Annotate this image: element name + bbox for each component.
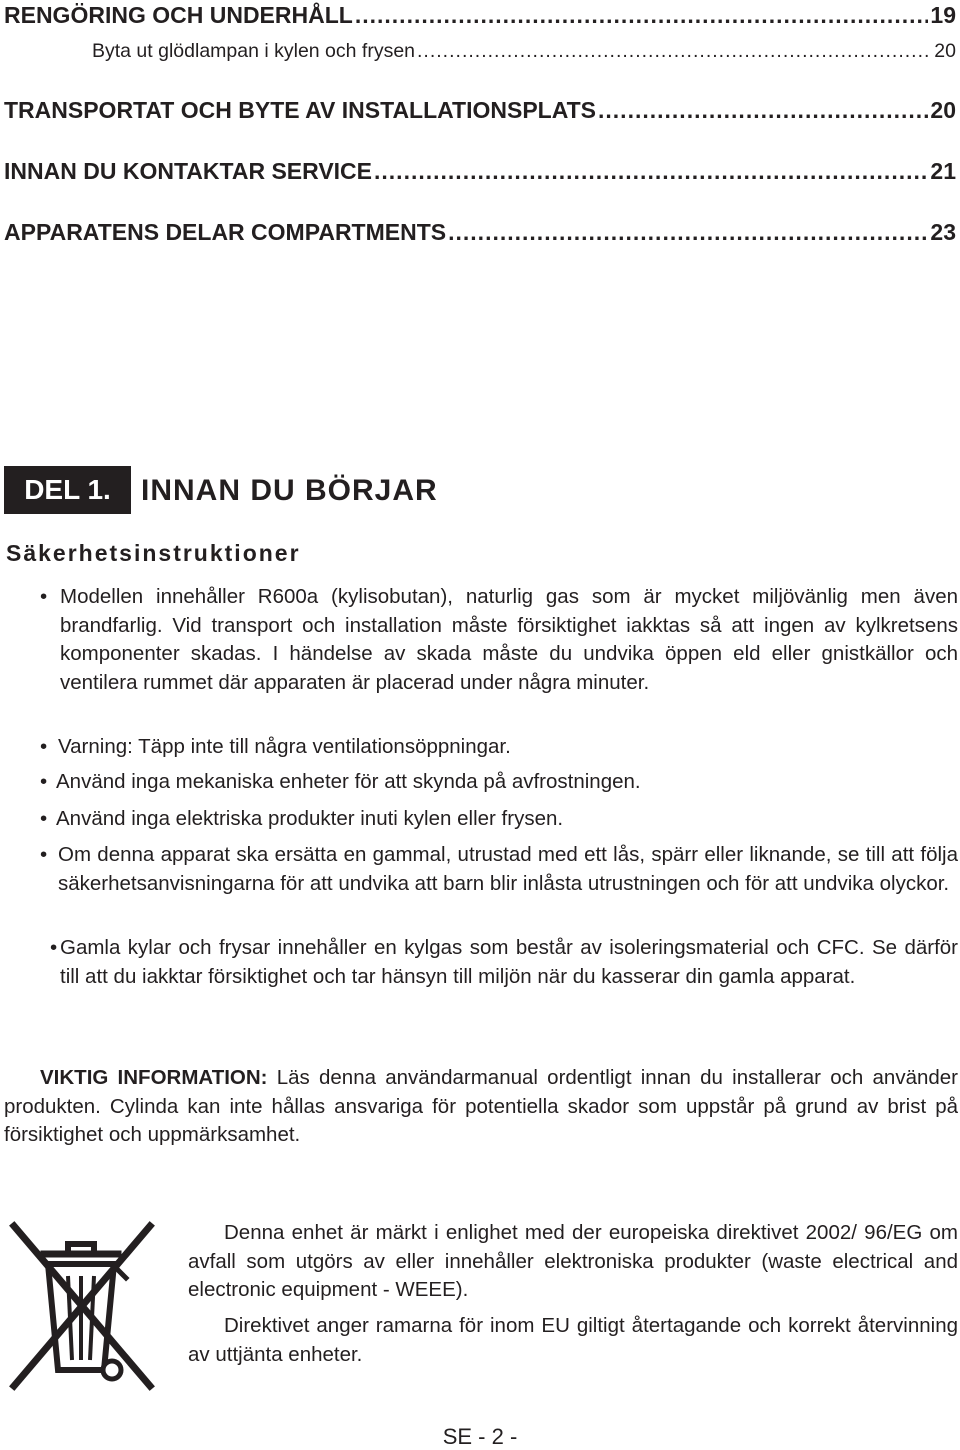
bullet-icon: •: [40, 843, 48, 866]
toc-leader-dots: [355, 2, 929, 29]
bullet-text: Varning: Täpp inte till några ventilationsöppningar.: [58, 735, 511, 758]
subheading-safety: Säkerhetsinstruktioner: [6, 540, 301, 566]
bullet-icon: •: [40, 807, 48, 830]
toc-leader-dots: [374, 158, 928, 185]
page-number: SE - 2 -: [442, 1424, 518, 1449]
toc-label: APPARATENS DELAR COMPARTMENTS: [4, 219, 447, 245]
weee-paragraph-1: Denna enhet är märkt i enlighet med der europeiska direktivet 2002/ 96/EG om avfall som utgörs av eller innehåller elektroniska produkter (waste electrical and electronic equipment - WEEE).: [188, 1221, 958, 1301]
toc-label: Byta ut glödlampan i kylen och frysen: [92, 40, 416, 62]
toc-page-number: 20: [930, 97, 956, 123]
bullet-icon: •: [40, 735, 48, 758]
bullet-text: Modellen innehåller R600a (kylisobutan), naturlig gas som är mycket miljövänlig men även brandfarlig. Vid transport och installation måste försiktighet iakktas så att ingen av kylkretsens komponenter skadas. I händelse av skada måste du undvika öppen eld eller gnistkällor och ventilera rummet där apparaten är placerad under några minuter.: [60, 585, 958, 694]
section-title: INNAN DU BÖRJAR: [141, 474, 438, 507]
toc-page-number: 19: [930, 2, 956, 28]
important-text: Läs denna användarmanual ordentligt innan du installerar och använder produkten. Cylinda kan inte hållas ansvariga för potentiella skador som uppstår på grund av brist på försiktighet och uppmärksamhet.: [4, 1066, 958, 1146]
bullet-icon: •: [40, 585, 48, 608]
toc-entry-apparatens-delar[interactable]: [4, 219, 956, 246]
bullet-text: Använd inga elektriska produkter inuti kylen eller frysen.: [56, 807, 564, 830]
toc-leader-dots: [598, 97, 928, 124]
toc-page-number: 20: [934, 40, 956, 62]
toc-leader-dots: [417, 40, 932, 63]
weee-paragraph-2: Direktivet anger ramarna för inom EU giltigt återtagande och korrekt återvinning av uttjänta enheter.: [188, 1314, 958, 1366]
bullet-text: Använd inga mekaniska enheter för att skynda på avfrostningen.: [56, 770, 641, 793]
important-label: VIKTIG INFORMATION:: [40, 1066, 268, 1089]
crossed-out-wheelie-bin-icon: [8, 1220, 156, 1392]
toc-label: RENGÖRING OCH UNDERHÅLL: [4, 2, 353, 28]
toc-label: INNAN DU KONTAKTAR SERVICE: [4, 158, 373, 184]
toc-entry-kontaktar-service[interactable]: [4, 158, 956, 185]
bullet-text: Om denna apparat ska ersätta en gammal, utrustad med ett lås, spärr eller liknande, se till att följa säkerhetsanvisningarna för att undvika att barn blir inlåsta utrustningen och för att undvika olyckor.: [58, 843, 958, 895]
toc-page-number: 23: [930, 219, 956, 245]
important-information: [4, 1064, 958, 1150]
section-badge: DEL 1.: [4, 466, 131, 514]
toc-entry-byta-glodlampan[interactable]: [92, 40, 956, 63]
toc-entry-rengoring[interactable]: [4, 2, 956, 29]
bullet-icon: •: [50, 936, 58, 959]
bullet-text: Gamla kylar och frysar innehåller en kylgas som består av isoleringsmaterial och CFC. Se därför till att du iakktar försiktighet och tar hänsyn till miljön när du kasserar din gamla apparat.: [60, 936, 958, 988]
bullet-icon: •: [40, 770, 48, 793]
toc-entry-transport[interactable]: [4, 97, 956, 124]
toc-label: TRANSPORTAT OCH BYTE AV INSTALLATIONSPLATS: [4, 97, 597, 123]
toc-page-number: 21: [930, 158, 956, 184]
toc-leader-dots: [448, 219, 928, 246]
